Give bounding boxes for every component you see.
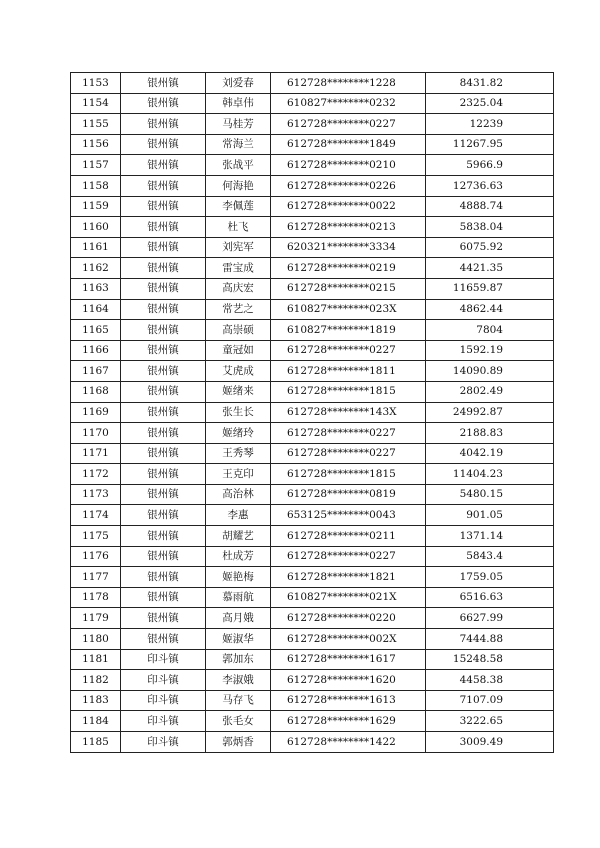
id-number-cell: 612728********0819 (271, 484, 426, 505)
table-row (71, 320, 554, 341)
town-cell: 银州镇 (121, 278, 206, 299)
id-number-cell: 612728********0227 (271, 340, 426, 361)
town-cell: 银州镇 (121, 464, 206, 485)
person-name-cell: 马存飞 (206, 690, 271, 711)
person-name-cell: 何海艳 (206, 175, 271, 196)
table-row (71, 443, 554, 464)
person-name-cell: 姬艳梅 (206, 567, 271, 588)
row-number-cell: 1177 (71, 567, 121, 588)
row-number-cell: 1166 (71, 340, 121, 361)
person-name-cell: 高月娥 (206, 608, 271, 629)
id-number-cell: 612728********0022 (271, 196, 426, 217)
table-row (71, 196, 554, 217)
town-cell: 银州镇 (121, 237, 206, 258)
amount-cell: 4458.38 (426, 670, 554, 691)
id-number-cell: 612728********1620 (271, 670, 426, 691)
id-number-cell: 612728********0227 (271, 443, 426, 464)
amount-cell: 7444.88 (426, 629, 554, 650)
table-body (71, 73, 554, 753)
table-row (71, 175, 554, 196)
table-row (71, 711, 554, 732)
amount-cell: 12239 (426, 114, 554, 135)
id-number-cell: 612728********1815 (271, 464, 426, 485)
amount-cell: 5838.04 (426, 217, 554, 238)
id-number-cell: 612728********1815 (271, 381, 426, 402)
amount-cell: 6627.99 (426, 608, 554, 629)
town-cell: 银州镇 (121, 629, 206, 650)
town-cell: 银州镇 (121, 258, 206, 279)
person-name-cell: 马桂芳 (206, 114, 271, 135)
amount-cell: 2325.04 (426, 93, 554, 114)
id-number-cell: 612728********0215 (271, 278, 426, 299)
amount-cell: 901.05 (426, 505, 554, 526)
table-row (71, 93, 554, 114)
row-number-cell: 1181 (71, 649, 121, 670)
town-cell: 银州镇 (121, 423, 206, 444)
id-number-cell: 612728********0220 (271, 608, 426, 629)
table-row (71, 340, 554, 361)
person-name-cell: 杜飞 (206, 217, 271, 238)
table-row (71, 629, 554, 650)
person-name-cell: 李佩莲 (206, 196, 271, 217)
town-cell: 印斗镇 (121, 732, 206, 753)
row-number-cell: 1175 (71, 526, 121, 547)
row-number-cell: 1159 (71, 196, 121, 217)
row-number-cell: 1153 (71, 73, 121, 94)
amount-cell: 1759.05 (426, 567, 554, 588)
amount-cell: 5966.9 (426, 155, 554, 176)
amount-cell: 5843.4 (426, 546, 554, 567)
town-cell: 印斗镇 (121, 711, 206, 732)
table-row (71, 114, 554, 135)
person-name-cell: 姬淑华 (206, 629, 271, 650)
town-cell: 银州镇 (121, 402, 206, 423)
table-row (71, 361, 554, 382)
town-cell: 印斗镇 (121, 670, 206, 691)
person-name-cell: 郭炳香 (206, 732, 271, 753)
id-number-cell: 612728********1228 (271, 73, 426, 94)
row-number-cell: 1164 (71, 299, 121, 320)
amount-cell: 1371.14 (426, 526, 554, 547)
person-name-cell: 胡耀艺 (206, 526, 271, 547)
id-number-cell: 612728********0227 (271, 546, 426, 567)
id-number-cell: 612728********1613 (271, 690, 426, 711)
town-cell: 银州镇 (121, 546, 206, 567)
row-number-cell: 1170 (71, 423, 121, 444)
row-number-cell: 1157 (71, 155, 121, 176)
person-name-cell: 杜成芳 (206, 546, 271, 567)
row-number-cell: 1155 (71, 114, 121, 135)
person-name-cell: 刘爱春 (206, 73, 271, 94)
table-row (71, 587, 554, 608)
person-name-cell: 张战平 (206, 155, 271, 176)
town-cell: 银州镇 (121, 93, 206, 114)
person-name-cell: 慕雨航 (206, 587, 271, 608)
row-number-cell: 1173 (71, 484, 121, 505)
town-cell: 银州镇 (121, 217, 206, 238)
table-row (71, 526, 554, 547)
amount-cell: 24992.87 (426, 402, 554, 423)
person-name-cell: 李惠 (206, 505, 271, 526)
table-row (71, 217, 554, 238)
town-cell: 银州镇 (121, 320, 206, 341)
amount-cell: 3009.49 (426, 732, 554, 753)
id-number-cell: 612728********0227 (271, 423, 426, 444)
row-number-cell: 1179 (71, 608, 121, 629)
table-row (71, 134, 554, 155)
row-number-cell: 1167 (71, 361, 121, 382)
row-number-cell: 1162 (71, 258, 121, 279)
amount-cell: 11267.95 (426, 134, 554, 155)
person-name-cell: 李淑娥 (206, 670, 271, 691)
id-number-cell: 612728********1811 (271, 361, 426, 382)
amount-cell: 15248.58 (426, 649, 554, 670)
row-number-cell: 1172 (71, 464, 121, 485)
id-number-cell: 612728********0210 (271, 155, 426, 176)
amount-cell: 7804 (426, 320, 554, 341)
amount-cell: 6075.92 (426, 237, 554, 258)
person-name-cell: 张生长 (206, 402, 271, 423)
row-number-cell: 1171 (71, 443, 121, 464)
table-row (71, 258, 554, 279)
table-row (71, 567, 554, 588)
town-cell: 银州镇 (121, 155, 206, 176)
town-cell: 印斗镇 (121, 690, 206, 711)
person-name-cell: 雷宝成 (206, 258, 271, 279)
id-number-cell: 612728********002X (271, 629, 426, 650)
row-number-cell: 1156 (71, 134, 121, 155)
amount-cell: 5480.15 (426, 484, 554, 505)
id-number-cell: 612728********1422 (271, 732, 426, 753)
town-cell: 银州镇 (121, 134, 206, 155)
person-name-cell: 姬绪玲 (206, 423, 271, 444)
id-number-cell: 612728********1629 (271, 711, 426, 732)
row-number-cell: 1169 (71, 402, 121, 423)
amount-cell: 6516.63 (426, 587, 554, 608)
town-cell: 银州镇 (121, 175, 206, 196)
table-row (71, 423, 554, 444)
town-cell: 银州镇 (121, 196, 206, 217)
table-row (71, 73, 554, 94)
row-number-cell: 1160 (71, 217, 121, 238)
id-number-cell: 612728********1617 (271, 649, 426, 670)
table-row (71, 464, 554, 485)
town-cell: 银州镇 (121, 299, 206, 320)
table-row (71, 155, 554, 176)
table-row (71, 690, 554, 711)
row-number-cell: 1185 (71, 732, 121, 753)
town-cell: 银州镇 (121, 443, 206, 464)
id-number-cell: 612728********1849 (271, 134, 426, 155)
row-number-cell: 1176 (71, 546, 121, 567)
row-number-cell: 1184 (71, 711, 121, 732)
table-row (71, 546, 554, 567)
id-number-cell: 612728********1821 (271, 567, 426, 588)
amount-cell: 4862.44 (426, 299, 554, 320)
person-name-cell: 韩卓伟 (206, 93, 271, 114)
row-number-cell: 1154 (71, 93, 121, 114)
person-name-cell: 姬绪来 (206, 381, 271, 402)
id-number-cell: 612728********0211 (271, 526, 426, 547)
person-name-cell: 张毛女 (206, 711, 271, 732)
table-row (71, 402, 554, 423)
table-row (71, 381, 554, 402)
amount-cell: 7107.09 (426, 690, 554, 711)
table-row (71, 237, 554, 258)
amount-cell: 4888.74 (426, 196, 554, 217)
table-row (71, 278, 554, 299)
person-name-cell: 王克印 (206, 464, 271, 485)
amount-cell: 2802.49 (426, 381, 554, 402)
amount-cell: 1592.19 (426, 340, 554, 361)
id-number-cell: 610827********0232 (271, 93, 426, 114)
id-number-cell: 612728********0219 (271, 258, 426, 279)
table-row (71, 670, 554, 691)
person-name-cell: 常海兰 (206, 134, 271, 155)
row-number-cell: 1163 (71, 278, 121, 299)
row-number-cell: 1183 (71, 690, 121, 711)
id-number-cell: 612728********0226 (271, 175, 426, 196)
person-name-cell: 郭加东 (206, 649, 271, 670)
town-cell: 银州镇 (121, 340, 206, 361)
person-name-cell: 高治林 (206, 484, 271, 505)
row-number-cell: 1180 (71, 629, 121, 650)
id-number-cell: 653125********0043 (271, 505, 426, 526)
person-name-cell: 高庆宏 (206, 278, 271, 299)
person-name-cell: 艾虎成 (206, 361, 271, 382)
id-number-cell: 610827********023X (271, 299, 426, 320)
town-cell: 银州镇 (121, 608, 206, 629)
row-number-cell: 1158 (71, 175, 121, 196)
town-cell: 银州镇 (121, 484, 206, 505)
town-cell: 银州镇 (121, 361, 206, 382)
person-name-cell: 王秀琴 (206, 443, 271, 464)
row-number-cell: 1168 (71, 381, 121, 402)
id-number-cell: 610827********1819 (271, 320, 426, 341)
id-number-cell: 610827********021X (271, 587, 426, 608)
town-cell: 银州镇 (121, 587, 206, 608)
town-cell: 银州镇 (121, 567, 206, 588)
town-cell: 银州镇 (121, 114, 206, 135)
row-number-cell: 1178 (71, 587, 121, 608)
person-name-cell: 高崇硕 (206, 320, 271, 341)
town-cell: 印斗镇 (121, 649, 206, 670)
amount-cell: 12736.63 (426, 175, 554, 196)
town-cell: 银州镇 (121, 526, 206, 547)
amount-cell: 14090.89 (426, 361, 554, 382)
amount-cell: 11659.87 (426, 278, 554, 299)
table-row (71, 649, 554, 670)
row-number-cell: 1161 (71, 237, 121, 258)
amount-cell: 3222.65 (426, 711, 554, 732)
table-row (71, 484, 554, 505)
amount-cell: 4042.19 (426, 443, 554, 464)
row-number-cell: 1182 (71, 670, 121, 691)
data-table (70, 72, 554, 753)
id-number-cell: 612728********0227 (271, 114, 426, 135)
row-number-cell: 1174 (71, 505, 121, 526)
amount-cell: 8431.82 (426, 73, 554, 94)
id-number-cell: 612728********143X (271, 402, 426, 423)
town-cell: 银州镇 (121, 505, 206, 526)
person-name-cell: 刘宪军 (206, 237, 271, 258)
id-number-cell: 620321********3334 (271, 237, 426, 258)
amount-cell: 4421.35 (426, 258, 554, 279)
amount-cell: 2188.83 (426, 423, 554, 444)
row-number-cell: 1165 (71, 320, 121, 341)
town-cell: 银州镇 (121, 381, 206, 402)
amount-cell: 11404.23 (426, 464, 554, 485)
id-number-cell: 612728********0213 (271, 217, 426, 238)
table-row (71, 505, 554, 526)
town-cell: 银州镇 (121, 73, 206, 94)
table-row (71, 608, 554, 629)
table-row (71, 732, 554, 753)
table-row (71, 299, 554, 320)
person-name-cell: 常艺之 (206, 299, 271, 320)
person-name-cell: 童冠如 (206, 340, 271, 361)
